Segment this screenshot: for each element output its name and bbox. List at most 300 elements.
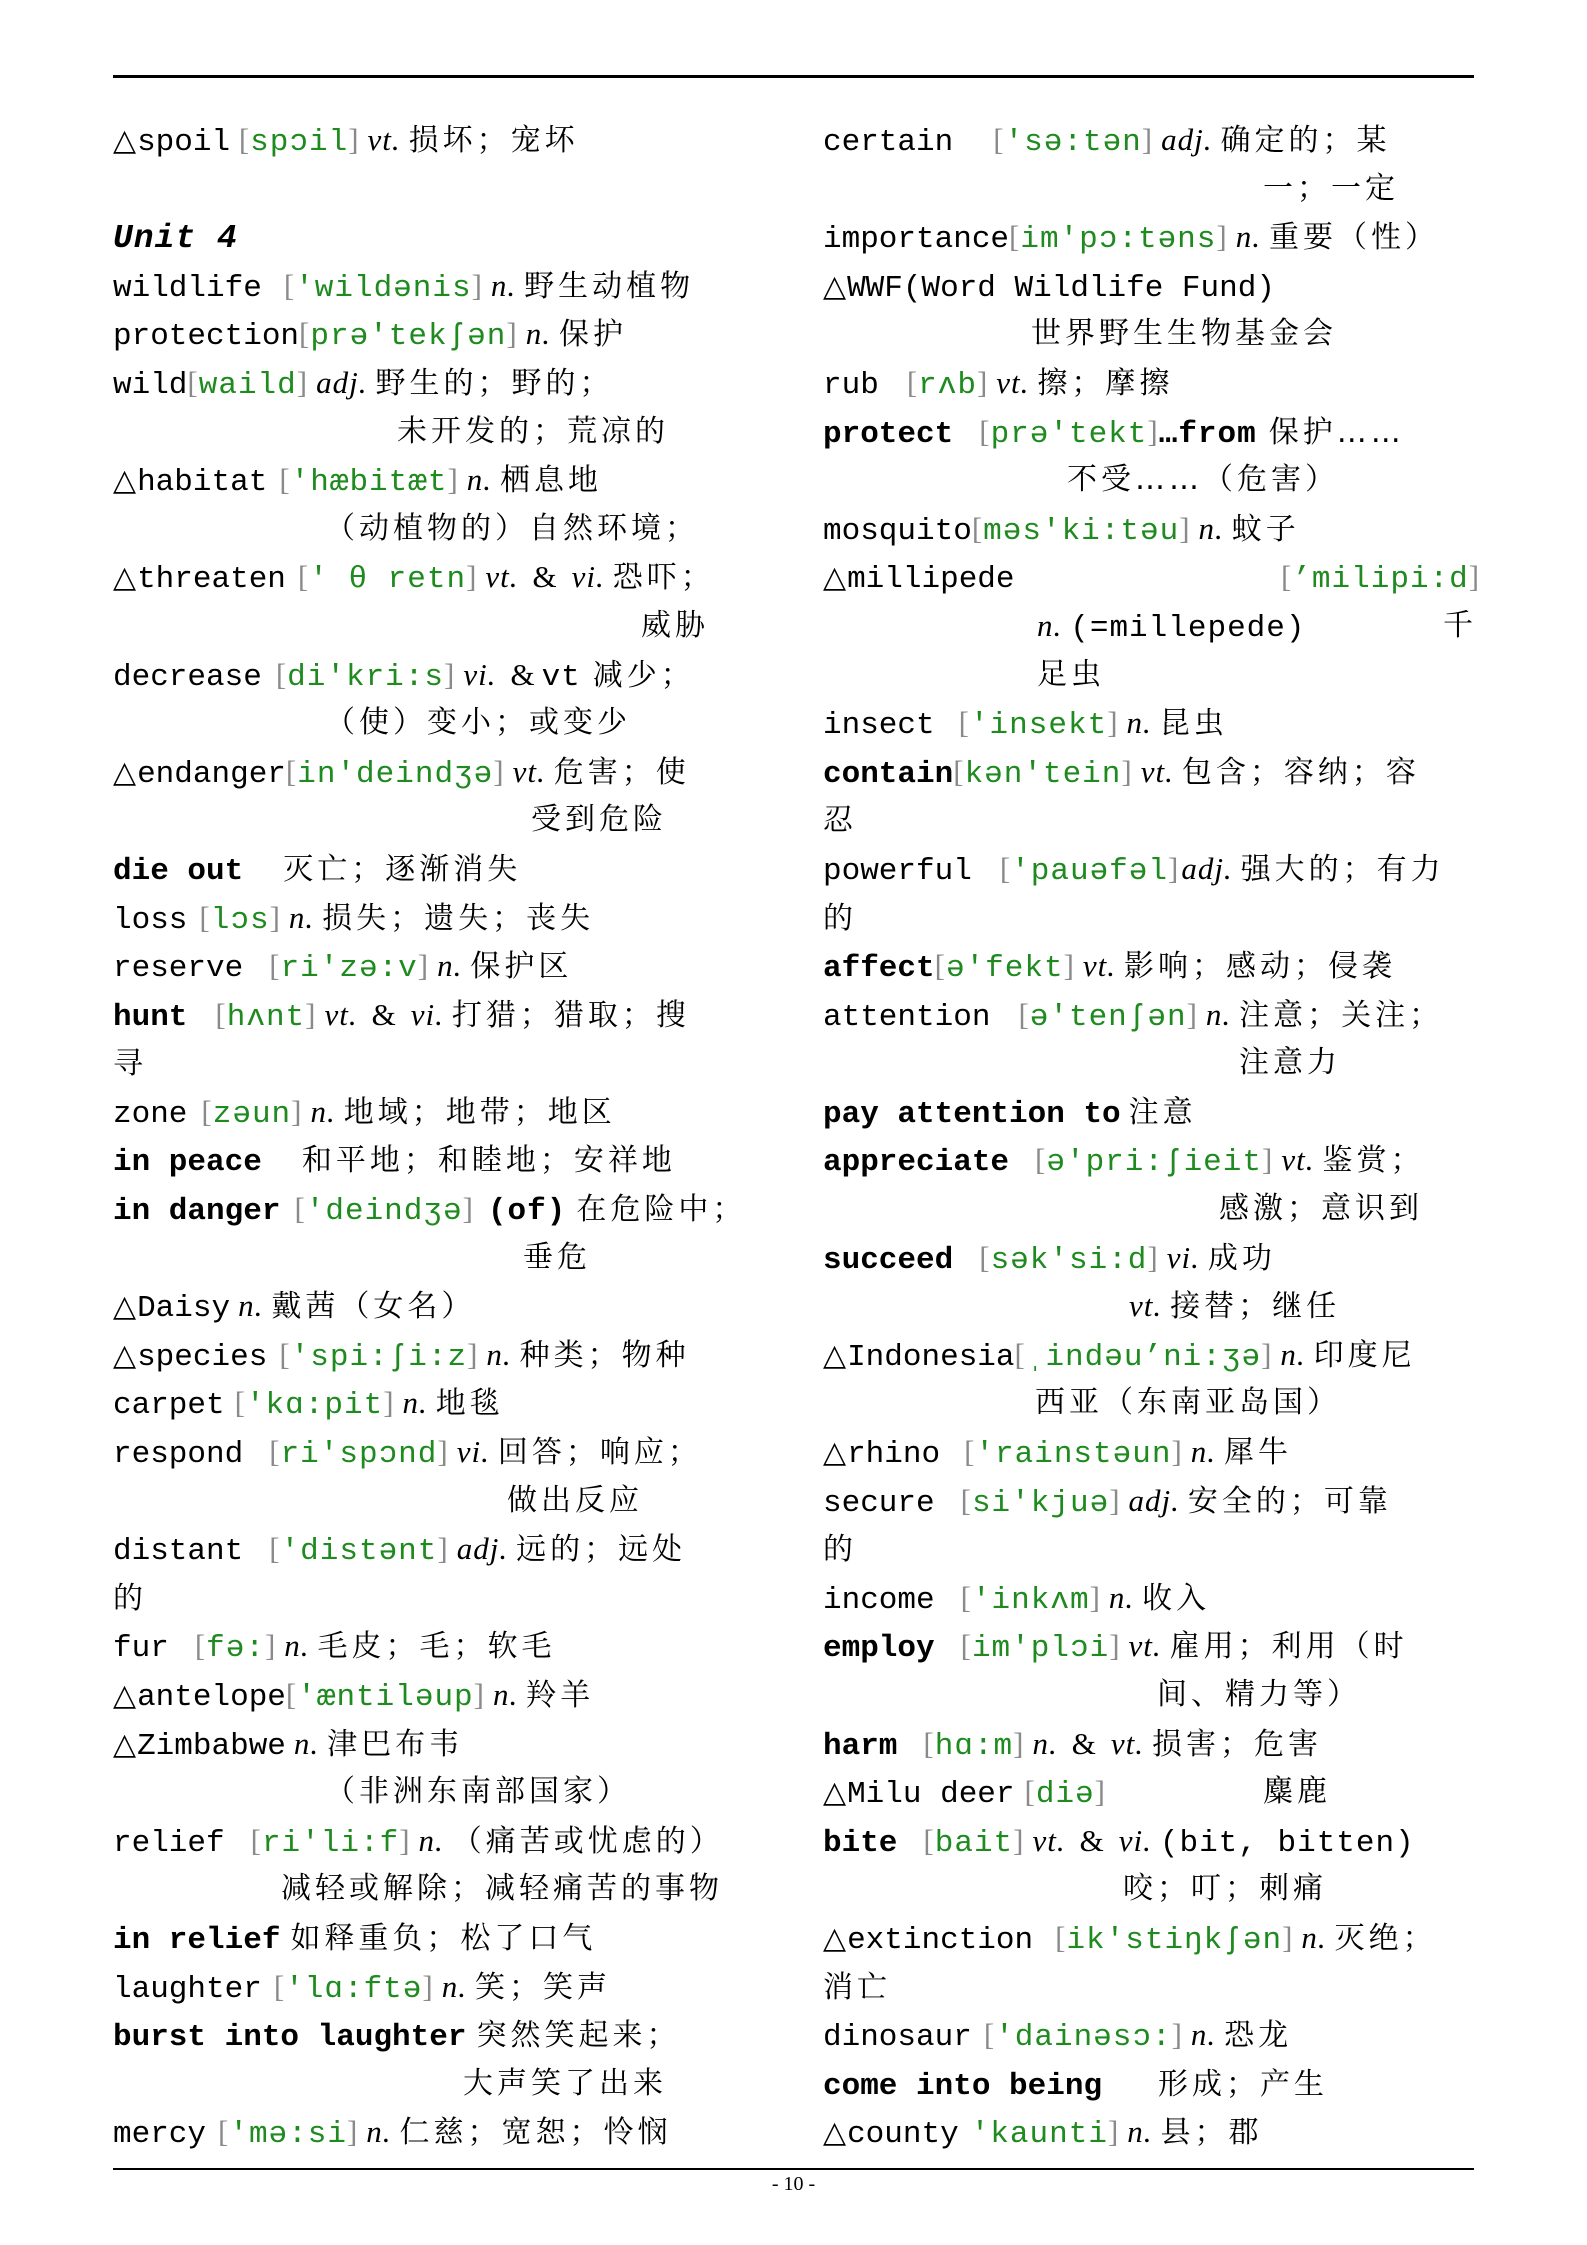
entry-habitat: △habitat ['hæbitæt] n. 栖息地 xyxy=(113,462,603,501)
phonetic: ri'zə:v xyxy=(280,951,418,987)
headword: antelope xyxy=(137,1680,286,1715)
part-of-speech: n. xyxy=(1190,2017,1217,2053)
phonetic: rʌb xyxy=(918,367,977,403)
definition: 栖息地 xyxy=(500,463,603,499)
definition: 鉴赏； xyxy=(1322,1143,1425,1179)
part-of-speech: vt. xyxy=(1140,753,1174,789)
triangle-icon: △ xyxy=(823,2115,848,2151)
part-of-speech: vi. xyxy=(410,996,444,1032)
entry-income: income ['inkʌm] n. 收入 xyxy=(823,1579,1211,1618)
part-of-speech: adj. xyxy=(1128,1482,1180,1518)
part-of-speech: vt xyxy=(541,659,581,695)
definition: 保护 xyxy=(558,317,627,353)
phonetic: 'lɑ:ftə xyxy=(285,1971,423,2007)
definition: 雇用；利用（时 xyxy=(1169,1629,1408,1665)
phonetic: si'kjuə xyxy=(971,1485,1110,1521)
ampersand: & xyxy=(510,656,536,692)
headword: hunt xyxy=(113,999,188,1035)
triangle-icon: △ xyxy=(113,1289,138,1325)
headword: succeed xyxy=(823,1242,954,1278)
definition: 野生的；野的； xyxy=(375,365,614,401)
headword: mercy xyxy=(113,2117,207,2153)
triangle-icon: △ xyxy=(823,1775,848,1811)
definition-continuation xyxy=(823,1039,1475,1088)
headword: bite xyxy=(823,1825,898,1861)
definition: 津巴布韦 xyxy=(327,1726,464,1762)
definition: 蚊子 xyxy=(1231,511,1300,547)
entry-county: △county 'kaunti] n. 县；郡 xyxy=(823,2114,1263,2153)
entry-harm: harm [hɑ:m] n. & vt. 损害；危害 xyxy=(823,1725,1322,1764)
headword: mosquito xyxy=(823,513,972,549)
definition: 打猎；猎取；搜 xyxy=(451,997,690,1033)
phonetic: 'rainstəun xyxy=(975,1437,1172,1473)
entry-insect: insect ['insekt] n. 昆虫 xyxy=(823,705,1228,744)
entry-rub: rub [rʌb] vt. 擦；摩擦 xyxy=(823,364,1174,403)
headword: attention xyxy=(823,999,991,1035)
definition: 咬；叮；刺痛 xyxy=(1123,1871,1327,1907)
entry-in-danger: in danger ['deindʒə] (of) 在危险中； xyxy=(113,1191,747,1230)
headword: pay attention to xyxy=(823,1096,1121,1132)
definition: 灭亡；逐渐消失 xyxy=(283,851,522,887)
headword: rhino xyxy=(847,1437,941,1473)
part-of-speech: vt. xyxy=(367,122,401,157)
headword: wild xyxy=(113,367,188,403)
ampersand: & xyxy=(1079,1822,1105,1858)
preposition: …from xyxy=(1158,416,1257,452)
definition: 羚羊 xyxy=(526,1678,595,1713)
triangle-icon: △ xyxy=(113,560,138,596)
entry-contain: contain[kən'tein] vt. 包含；容纳；容 xyxy=(823,753,1420,792)
triangle-icon: △ xyxy=(823,560,848,596)
definition: 回答；响应； xyxy=(497,1435,702,1471)
part-of-speech: vt. xyxy=(1032,1822,1066,1858)
definition-continuation xyxy=(113,1574,785,1623)
entry-relief: relief [ri'li:f] n. （痛苦或忧虑的） xyxy=(113,1822,724,1861)
headword: reserve xyxy=(113,951,244,987)
definition: 接替；继任 xyxy=(1170,1289,1341,1325)
part-of-speech: n. xyxy=(1032,1725,1058,1761)
headword: contain xyxy=(823,756,954,792)
part-of-speech: vt. xyxy=(1128,1628,1162,1664)
entry-laughter: laughter ['lɑ:ftə] n. 笑；笑声 xyxy=(113,1968,611,2007)
inflections: (bit, bitten) xyxy=(1159,1825,1415,1861)
part-of-speech: n. xyxy=(284,1628,310,1664)
definition-continuation xyxy=(113,2060,785,2109)
definition: 损坏；宠坏 xyxy=(408,123,579,158)
entry-importance: importance[im'pɔ:təns] n. 重要（性） xyxy=(823,219,1439,258)
definition: 重要（性） xyxy=(1268,220,1439,256)
part-of-speech: n. xyxy=(402,1385,428,1421)
triangle-icon: △ xyxy=(113,754,138,790)
phonetic: bait xyxy=(934,1825,1014,1861)
definition: 收入 xyxy=(1142,1580,1211,1616)
part-of-speech: adj. xyxy=(456,1531,509,1567)
entry-mosquito: mosquito[məs'ki:təu] n. 蚊子 xyxy=(823,510,1300,549)
definition-continuation xyxy=(823,894,1475,943)
preposition: (of) xyxy=(487,1194,567,1230)
part-of-speech: n. xyxy=(1235,219,1261,255)
phonetic: hɑ:m xyxy=(934,1728,1014,1764)
definition: （非洲东南部国家） xyxy=(325,1774,631,1810)
definition: 减少； xyxy=(592,657,695,693)
definition-continuation xyxy=(113,1865,785,1914)
entry-decrease: decrease [di'kri:s] vi. & vt 减少； xyxy=(113,656,695,695)
entry-die-out xyxy=(113,845,785,894)
headword: laughter xyxy=(113,1971,262,2007)
headword: affect xyxy=(823,951,935,987)
definition: 威胁 xyxy=(641,607,709,643)
headword: zone xyxy=(113,1096,188,1132)
part-of-speech: vt. xyxy=(485,559,519,595)
entry-bite: bite [bait] vt. & vi. (bit, bitten) xyxy=(823,1822,1415,1861)
definition: 地域；地带；地区 xyxy=(343,1094,616,1130)
headword: burst into laughter xyxy=(113,2020,467,2056)
phonetic: 'hæbitæt xyxy=(290,465,448,501)
definition: （使）变小；或变少 xyxy=(325,705,631,741)
definition: 影响；感动；侵袭 xyxy=(1124,949,1397,985)
headword: powerful xyxy=(823,853,972,889)
part-of-speech: n. xyxy=(437,948,463,984)
definition-continuation xyxy=(113,699,785,748)
part-of-speech: vt. xyxy=(1129,1288,1163,1324)
phonetic: məs'ki:təu xyxy=(983,513,1180,549)
definition-continuation xyxy=(113,1039,785,1088)
part-of-speech: n. xyxy=(466,462,493,498)
definition: 注意；关注； xyxy=(1239,997,1444,1033)
triangle-icon: △ xyxy=(823,1920,848,1956)
definition: 消亡 xyxy=(823,1969,891,2005)
definition-continuation xyxy=(113,1477,785,1526)
part-of-speech: n. xyxy=(493,1677,519,1712)
part-of-speech: vt. xyxy=(512,753,546,789)
entry-rhino: △rhino ['rainstəun] n. 犀牛 xyxy=(823,1434,1293,1473)
entry-wild: wild[waild] adj. 野生的；野的； xyxy=(113,364,614,403)
headword: carpet xyxy=(113,1388,225,1424)
entry-succeed: succeed [sək'si:d] vi. 成功 xyxy=(823,1239,1276,1278)
definition: 的 xyxy=(113,1580,147,1616)
phonetic: ə'fekt xyxy=(945,951,1064,987)
phonetic: ə'pri:ʃieit xyxy=(1046,1145,1262,1181)
phonetic: im'plɔi xyxy=(971,1631,1110,1667)
phonetic: ri'spɔnd xyxy=(280,1437,438,1473)
definition: 和平地；和睦地；安祥地 xyxy=(301,1143,676,1179)
entry-extinction: △extinction [ik'stiŋkʃən] n. 灭绝； xyxy=(823,1919,1437,1958)
definition: （痛苦或忧虑的） xyxy=(451,1823,724,1859)
headword: appreciate xyxy=(823,1145,1010,1181)
headword: wildlife xyxy=(113,270,262,306)
definition: 远的；远处 xyxy=(516,1532,687,1568)
entry-protect: protect [prə'tekt]…from 保护…… xyxy=(823,413,1405,452)
part-of-speech: n. xyxy=(238,1288,264,1324)
phonetic: 'pauəfəl xyxy=(1011,853,1168,889)
part-of-speech: adj. xyxy=(1181,850,1233,886)
phonetic: fə: xyxy=(206,1631,265,1667)
definition-continuation xyxy=(823,165,1475,214)
part-of-speech: n. xyxy=(1108,1579,1135,1615)
part-of-speech: n. xyxy=(1190,1434,1217,1470)
phonetic: prə'tekʃən xyxy=(310,319,507,355)
phonetic: in'deindʒə xyxy=(297,756,494,792)
definition: 间、精力等） xyxy=(1157,1677,1361,1712)
definition: 县；郡 xyxy=(1160,2115,1263,2151)
definition: 戴茜（女名） xyxy=(271,1289,476,1325)
phonetic: spɔil xyxy=(250,125,349,160)
definition: 减轻或解除；减轻痛苦的事物 xyxy=(281,1871,723,1907)
phonetic: 'kaunti xyxy=(970,2117,1108,2153)
entry-protection: protection[prə'tekʃən] n. 保护 xyxy=(113,316,627,355)
phonetic: 'æntiləup xyxy=(297,1680,474,1715)
definition: 感激；意识到 xyxy=(1219,1191,1423,1227)
definition: 恐龙 xyxy=(1224,2018,1293,2054)
headword: extinction xyxy=(847,1922,1034,1958)
definition-continuation xyxy=(823,1379,1475,1428)
part-of-speech: vi. xyxy=(463,656,497,692)
definition: （动植物的）自然环境； xyxy=(325,510,699,546)
definition: 形成；产生 xyxy=(1158,2066,1329,2102)
part-of-speech: vi. xyxy=(1166,1239,1200,1275)
definition-continuation xyxy=(823,310,1475,359)
definition: 大声笑了出来 xyxy=(463,2065,667,2101)
definition: 做出反应 xyxy=(507,1482,643,1518)
headword: die out xyxy=(113,853,244,889)
entry-affect: affect[ə'fekt] vt. 影响；感动；侵袭 xyxy=(823,948,1397,987)
definition: 仁慈；宽恕；怜悯 xyxy=(399,2115,672,2151)
definition: 昆虫 xyxy=(1159,706,1228,742)
triangle-icon: △ xyxy=(113,1337,138,1373)
headword: county xyxy=(847,2117,959,2153)
definition-continuation xyxy=(823,1282,1475,1331)
phonetic: hʌnt xyxy=(226,999,306,1035)
phonetic: waild xyxy=(198,367,297,403)
definition-continuation xyxy=(113,1768,785,1817)
definition-continuation xyxy=(823,796,1475,845)
part-of-speech: n. xyxy=(1126,705,1152,741)
definition-continuation xyxy=(823,1525,1475,1574)
headword: harm xyxy=(823,1728,898,1764)
definition: 擦；摩擦 xyxy=(1037,365,1174,401)
phonetic: 'sə:tən xyxy=(1004,125,1142,160)
part-of-speech: n. xyxy=(525,316,551,352)
part-of-speech: n. xyxy=(486,1336,512,1372)
phonetic: 'mə:si xyxy=(229,2117,347,2153)
part-of-speech: n. xyxy=(293,1725,320,1761)
alternate-spelling: (=millepede) xyxy=(1070,610,1306,646)
definition: 种类；物种 xyxy=(519,1337,690,1373)
entry-endanger: △endanger[in'deindʒə] vt. 危害；使 xyxy=(113,753,690,792)
unit-title: Unit 4 xyxy=(113,220,238,258)
headword: rub xyxy=(823,367,879,403)
phonetic: ri'li:f xyxy=(261,1825,400,1861)
definition-continuation xyxy=(113,796,785,845)
definition: 的 xyxy=(823,1532,857,1568)
definition: 受到危险 xyxy=(531,802,667,838)
phonetic: 'deindʒə xyxy=(305,1194,463,1230)
definition: 犀牛 xyxy=(1224,1435,1293,1471)
definition: 一；一定 xyxy=(1263,170,1399,206)
headword: income xyxy=(823,1582,935,1618)
definition: 成功 xyxy=(1207,1240,1276,1276)
definition: 不受……（危害） xyxy=(1067,462,1339,498)
headword: insect xyxy=(823,708,935,744)
entry-zone: zone [zəun] n. 地域；地带；地区 xyxy=(113,1093,616,1132)
part-of-speech: vt. xyxy=(1110,1725,1144,1761)
definition: 保护区 xyxy=(470,949,573,985)
definition: 安全的；可靠 xyxy=(1187,1483,1392,1519)
blank-line xyxy=(113,165,785,214)
headword: WWF(Word Wildlife Fund) xyxy=(847,270,1275,306)
entry-antelope: △antelope['æntiləup] n. 羚羊 xyxy=(113,1677,595,1715)
definition: 确定的；某 xyxy=(1220,123,1391,158)
headword: in peace xyxy=(113,1145,262,1181)
headword: species xyxy=(137,1339,268,1375)
headword: come into being xyxy=(823,2068,1103,2104)
definition: 笑；笑声 xyxy=(474,1969,611,2005)
entry-in-relief xyxy=(113,1914,785,1963)
phonetic: 'insekt xyxy=(969,708,1108,744)
triangle-icon: △ xyxy=(823,1435,848,1471)
definition-continuation xyxy=(823,1185,1475,1234)
headword: protection xyxy=(113,319,300,355)
definition: 足虫 xyxy=(1037,656,1105,692)
phonetic: ik'stiŋkʃən xyxy=(1066,1922,1283,1958)
headword: dinosaur xyxy=(823,2020,972,2056)
header-rule xyxy=(113,75,1474,78)
triangle-icon: △ xyxy=(113,123,138,158)
phonetic: 'kɑ:pit xyxy=(245,1388,384,1424)
ampersand: & xyxy=(1071,1725,1097,1761)
definition: 危害；使 xyxy=(553,754,690,790)
headword: millipede xyxy=(847,562,1015,598)
entry-threaten: △threaten [' θ retn] vt. & vi. 恐吓； xyxy=(113,559,715,598)
entry-pay-attention-to xyxy=(823,1088,1475,1137)
definition: 西亚（东南亚岛国） xyxy=(1035,1385,1341,1421)
section-heading xyxy=(113,213,785,262)
entry-reserve: reserve [ri'zə:v] n. 保护区 xyxy=(113,948,573,987)
definition: 强大的；有力 xyxy=(1240,851,1445,887)
headword: Indonesia xyxy=(847,1339,1015,1375)
headword: certain xyxy=(823,125,954,160)
headword: decrease xyxy=(113,659,262,695)
entry-powerful: powerful ['pauəfəl]adj. 强大的；有力 xyxy=(823,850,1445,889)
headword: in danger xyxy=(113,1194,281,1230)
entry-secure: secure [si'kjuə] adj. 安全的；可靠 xyxy=(823,1482,1392,1521)
triangle-icon: △ xyxy=(113,463,138,499)
phonetic: zəun xyxy=(212,1096,292,1132)
definition: 的 xyxy=(823,900,857,936)
part-of-speech: n. xyxy=(288,899,315,935)
headword: habitat xyxy=(137,465,268,501)
triangle-icon: △ xyxy=(823,1337,848,1373)
definition-continuation xyxy=(113,602,785,651)
definition: 毛皮；毛；软毛 xyxy=(317,1629,556,1665)
part-of-speech: n. xyxy=(1205,996,1232,1032)
headword: respond xyxy=(113,1437,244,1473)
triangle-icon: △ xyxy=(823,268,848,304)
entry-zimbabwe xyxy=(113,1720,785,1769)
headword: importance xyxy=(823,222,1010,258)
definition: 千 xyxy=(1443,607,1477,643)
headword: loss xyxy=(113,902,188,938)
entry-milu-deer: △Milu deer [diə] 麋鹿 xyxy=(823,1768,1475,1817)
entry-spoil: △spoil [spɔil] vt. 损坏；宠坏 xyxy=(113,122,579,160)
part-of-speech: vi. xyxy=(456,1434,490,1470)
definition-continuation xyxy=(113,408,785,457)
part-of-speech: adj. xyxy=(316,364,368,400)
entry-wwf xyxy=(823,262,1475,311)
entry-in-peace xyxy=(113,1136,785,1185)
definition: 寻 xyxy=(113,1046,147,1082)
definition: 包含；容纳；容 xyxy=(1181,754,1420,790)
entry-certain: certain ['sə:tən] adj. 确定的；某 xyxy=(823,122,1391,160)
entry-carpet: carpet ['kɑ:pit] n. 地毯 xyxy=(113,1385,504,1424)
entry-distant: distant ['distənt] adj. 远的；远处 xyxy=(113,1531,687,1570)
headword: distant xyxy=(113,1534,244,1570)
definition: 如释重负；松了口气 xyxy=(290,1920,597,1956)
phonetic: 'wildənis xyxy=(295,270,472,306)
definition-continuation xyxy=(823,456,1475,505)
part-of-speech: vi. xyxy=(571,559,605,595)
definition: 注意力 xyxy=(1239,1045,1341,1081)
footer-rule xyxy=(113,2168,1474,2170)
entry-dinosaur: dinosaur ['dainəsɔ:] n. 恐龙 xyxy=(823,2017,1293,2056)
headword: protect xyxy=(823,416,954,452)
entry-daisy xyxy=(113,1282,785,1331)
phonetic: prə'tekt xyxy=(990,416,1148,452)
definition: 突然笑起来； xyxy=(476,2018,681,2054)
phonetic: diə xyxy=(1035,1777,1095,1813)
headword: threaten xyxy=(137,562,286,598)
definition: 印度尼 xyxy=(1313,1337,1416,1373)
phonetic: di'kri:s xyxy=(287,659,444,695)
phonetic: 'spi:ʃi:z xyxy=(290,1339,468,1375)
left-column xyxy=(113,116,785,2157)
part-of-speech: n. xyxy=(310,1093,336,1129)
part-of-speech: n. xyxy=(490,267,517,303)
part-of-speech: vi. xyxy=(1118,1822,1152,1858)
entry-millipede: △millipede [’milipi:d] xyxy=(823,559,1481,598)
phonetic: 'inkʌm xyxy=(971,1582,1090,1618)
part-of-speech: n. xyxy=(418,1822,444,1858)
entry-fur: fur [fə:] n. 毛皮；毛；软毛 xyxy=(113,1628,556,1667)
definition: 恐吓； xyxy=(612,560,715,596)
definition-continuation xyxy=(113,1234,785,1283)
definition: 在危险中； xyxy=(576,1192,747,1228)
definition-continuation xyxy=(823,1963,1475,2012)
definition-continuation xyxy=(823,1865,1475,1914)
entry-come-into-being xyxy=(823,2060,1475,2109)
triangle-icon: △ xyxy=(113,1678,138,1713)
definition: 损害；危害 xyxy=(1152,1726,1322,1762)
phonetic: ’milipi:d xyxy=(1292,562,1469,598)
part-of-speech: n. xyxy=(1280,1336,1306,1372)
ampersand: & xyxy=(532,559,558,595)
phonetic: sək'si:d xyxy=(990,1242,1148,1278)
entry-mercy: mercy ['mə:si] n. 仁慈；宽恕；怜悯 xyxy=(113,2114,672,2153)
entry-species: △species ['spi:ʃi:z] n. 种类；物种 xyxy=(113,1336,690,1375)
definition: 世界野生生物基金会 xyxy=(1031,316,1337,352)
phonetic: lɔs xyxy=(210,902,270,938)
triangle-icon: △ xyxy=(113,1726,138,1762)
part-of-speech: vt. xyxy=(1082,948,1117,984)
entry-respond: respond [ri'spɔnd] vi. 回答；响应； xyxy=(113,1434,702,1473)
part-of-speech: adj. xyxy=(1161,122,1213,157)
definition: 保护…… xyxy=(1268,414,1405,450)
headword: Zimbabwe xyxy=(137,1728,286,1764)
phonetic: 'distənt xyxy=(280,1534,438,1570)
headword: Daisy xyxy=(137,1291,231,1327)
headword: spoil xyxy=(137,125,231,160)
phonetic: kən'tein xyxy=(964,756,1122,792)
